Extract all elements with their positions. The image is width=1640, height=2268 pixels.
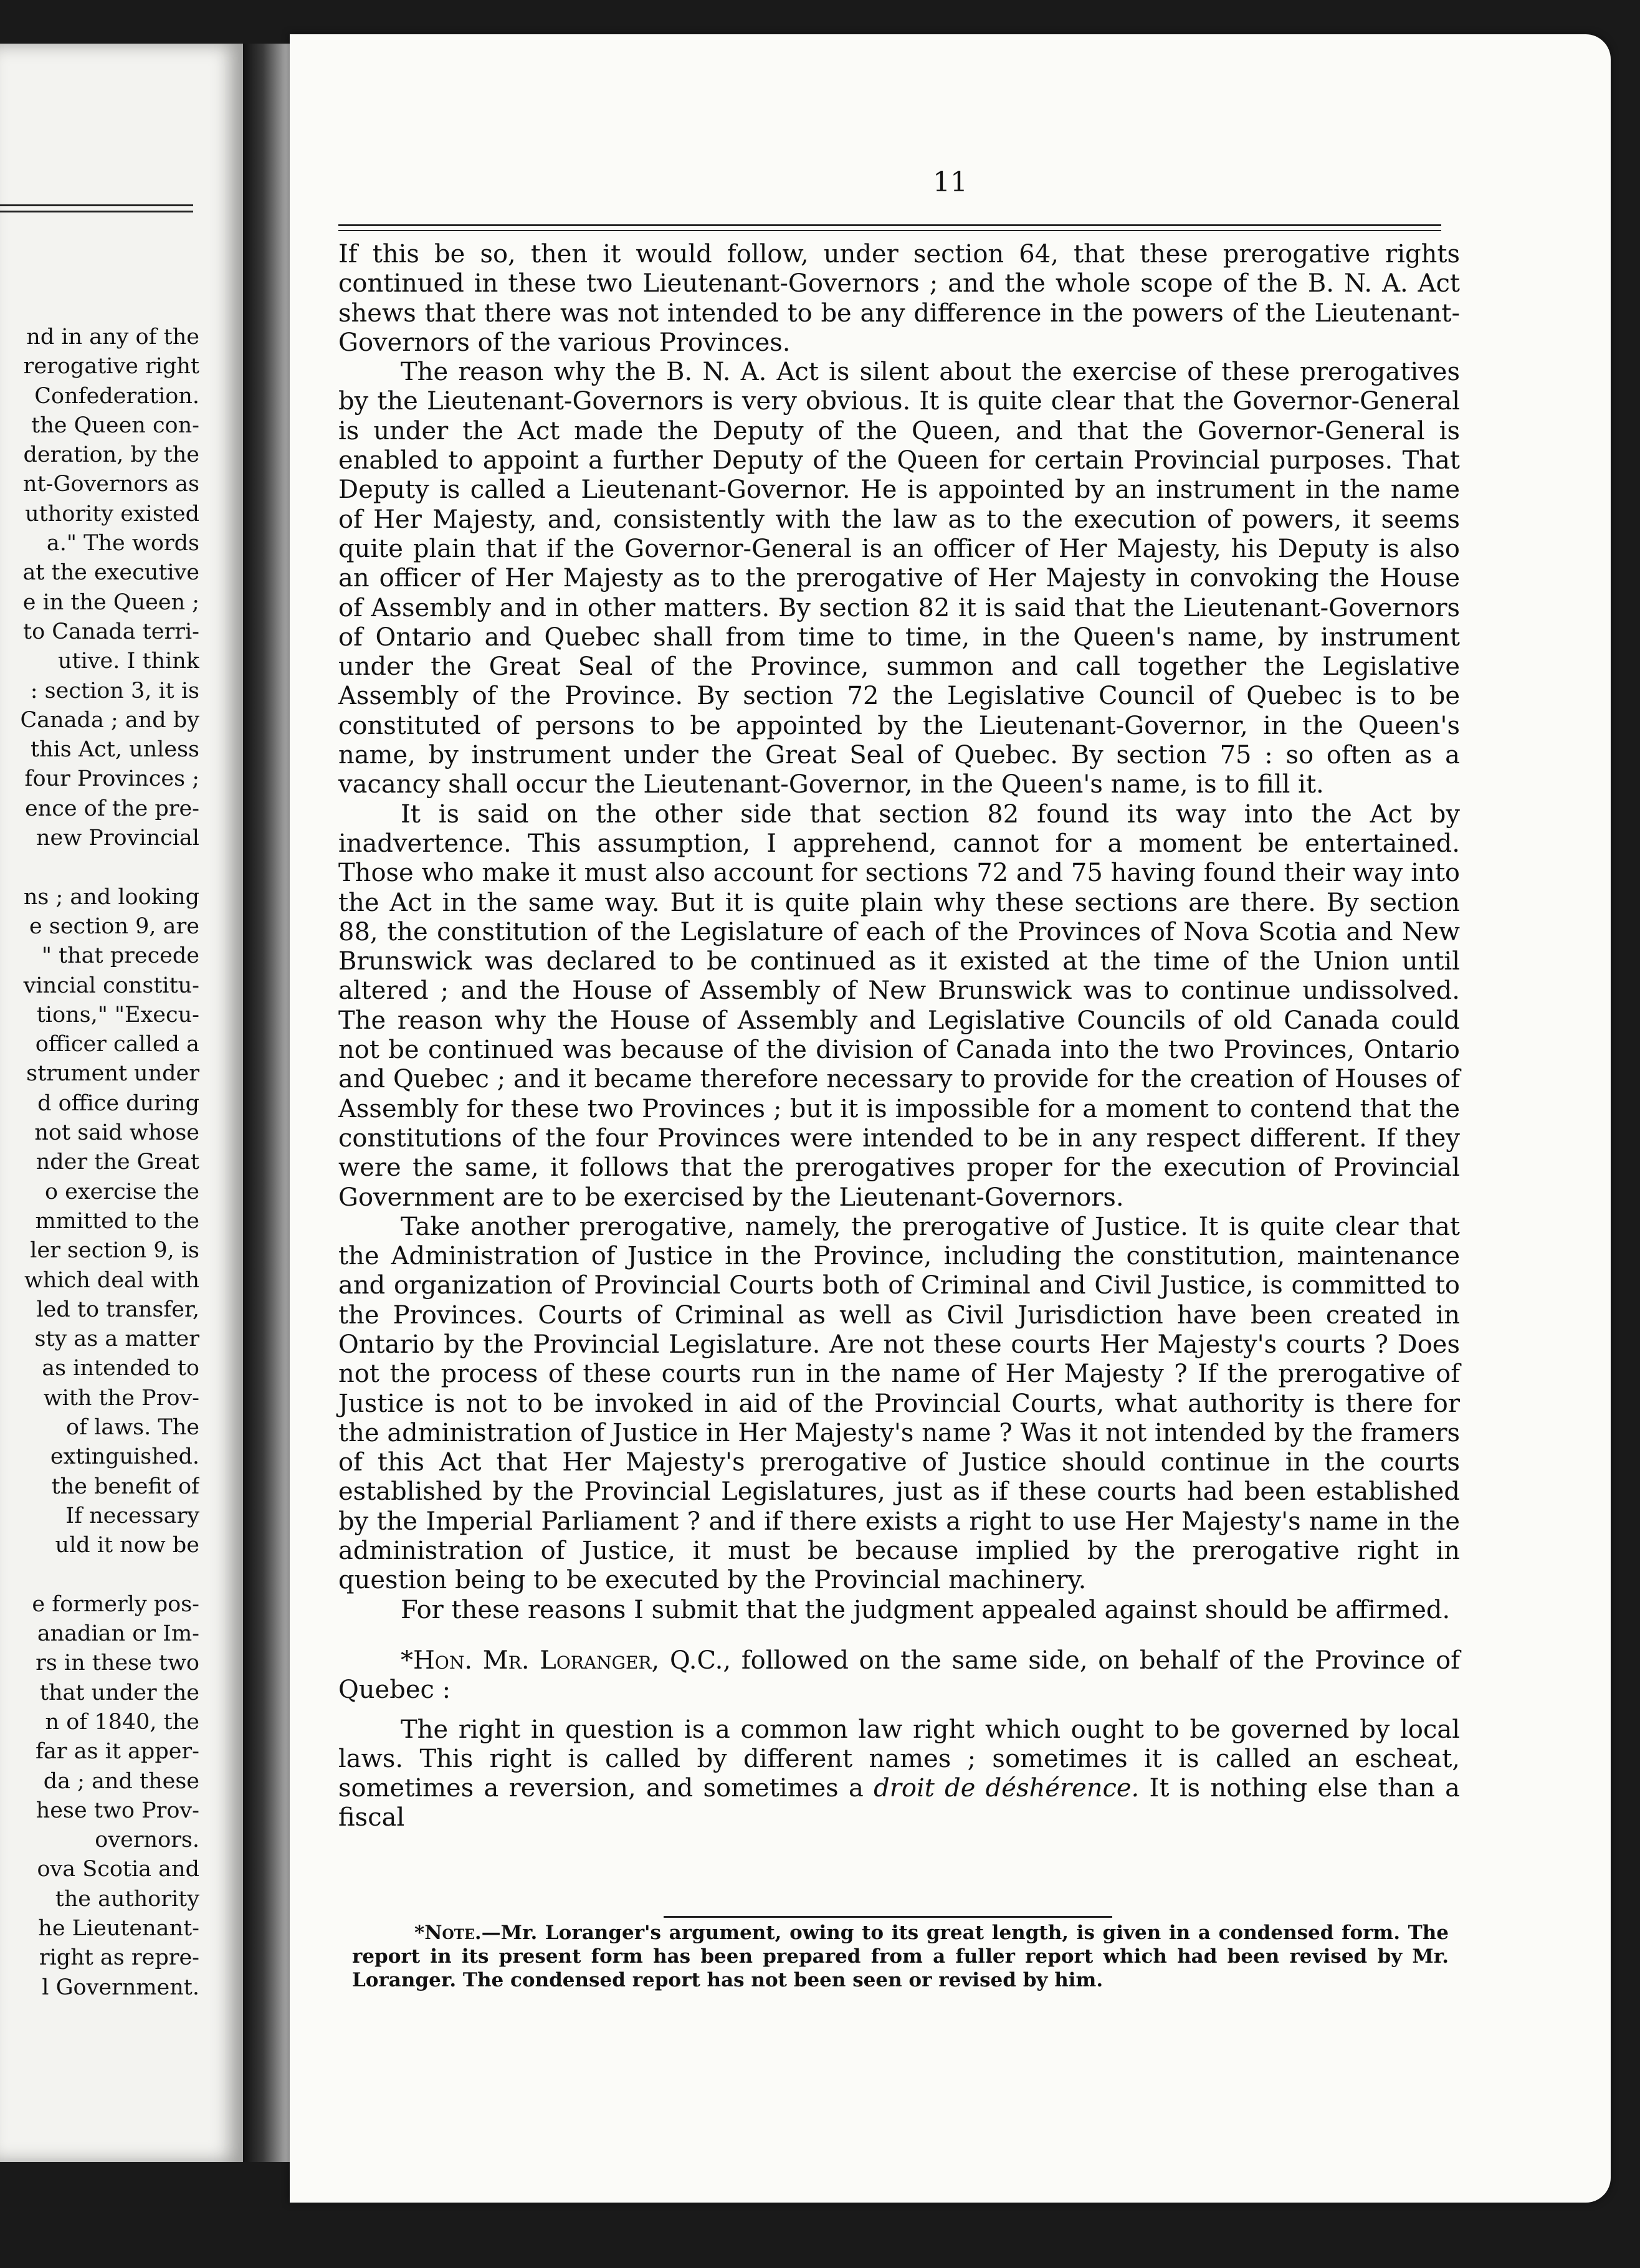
left-page-line: ence of the pre- — [25, 796, 199, 821]
speaker-name: Hon. Mr. Loranger — [413, 1646, 652, 1675]
left-page-line: rs in these two — [36, 1651, 199, 1676]
left-page-line: the Queen con- — [31, 412, 199, 438]
footnote-rule — [664, 1916, 1112, 1918]
previous-page — [0, 44, 243, 2162]
speaker-intro-rest: , Q.C., followed on the same side, on behalf of the Province of Quebec : — [338, 1646, 1460, 1705]
left-page-line: the benefit of — [51, 1474, 199, 1499]
left-page-line: If necessary — [65, 1503, 199, 1528]
final-paragraph-italic: droit de déshérence. — [874, 1774, 1140, 1803]
left-page-line: Canada ; and by — [20, 707, 199, 733]
left-page-line: with the Prov- — [43, 1385, 199, 1411]
final-paragraph-tail: It is nothing else than a fiscal — [338, 1774, 1461, 1832]
left-page-line — [0, 1560, 199, 1589]
left-page-text — [0, 323, 199, 2003]
left-page-line: e in the Queen ; — [22, 589, 199, 615]
left-page-line: e formerly pos- — [32, 1591, 199, 1617]
left-page-line — [0, 853, 199, 882]
paragraph-4: Take another prerogative, namely, the prerogative of Justice. It is quite clear that the Administration of Justice in the Province, including the constitution, maintenance and organization of Provincial Courts both of Criminal and Civil Justice, is committed to the Provinces. Courts of Criminal as well as Civil Jurisdiction have been created in Ontario by the Provincial Legislature. Are not these courts Her Majesty's courts ? Does not the process of these courts run in the name of Her Majesty ? If the prerogative of Justice is not to be invoked in aid of the Provincial Courts, what authority is there for the administration of Justice in Her Majesty's name ? Was it not intended by the framers of this Act that Her Majesty's prerogative of Justice should continue in the courts established by the Provincial Legislatures, just as if these courts had been established by the Imperial Parliament ? and if there exists a right to use Her Majesty's name in the administration of Justice, it must be because implied by the prerogative right in question being to be executed by the Provincial machinery. — [338, 1212, 1460, 1595]
left-page-line: rerogative right — [23, 354, 199, 379]
footnote-marker: * — [401, 1646, 413, 1675]
paragraph-5: For these reasons I submit that the judgment appealed against should be affirmed. — [401, 1595, 1451, 1624]
left-page-line: officer called a — [35, 1032, 199, 1057]
left-header-rule — [0, 204, 193, 206]
left-page-line: hese two Prov- — [36, 1798, 199, 1823]
left-page-line: overnors. — [95, 1827, 199, 1853]
left-page-line: utive. I think — [57, 649, 199, 674]
left-page-line: uthority existed — [25, 501, 199, 526]
left-page-line: d office during — [37, 1090, 199, 1116]
left-page-line: this Act, unless — [31, 737, 199, 763]
left-page-line: l Government. — [42, 1975, 199, 2000]
left-page-line: anadian or Im- — [37, 1621, 199, 1647]
left-page-line: da ; and these — [43, 1768, 199, 1794]
left-page-line: far as it apper- — [36, 1739, 199, 1765]
left-header-rule-2 — [0, 211, 193, 212]
left-page-line: strument under — [26, 1061, 199, 1087]
left-page-line: a." The words — [46, 531, 199, 556]
left-page-line: mmitted to the — [35, 1208, 199, 1234]
paragraph-2: The reason why the B. N. A. Act is silent about the exercise of these prerogatives by the Lieutenant-Governors is very obvious. It is quite clear that the Governor-General is under the Act made the Deputy of the Queen, and that the Governor-General is enabled to appoint a further Deputy of the Queen for certain Provincial purposes. That Deputy is called a Lieutenant-Governor. He is appointed by an instrument in the name of Her Majesty, and, consistently with the law as to the execution of powers, it seems quite plain that if the Governor-General is an officer of Her Majesty, his Deputy is also an officer of Her Majesty as to the prerogative of Her Majesty in convoking the House of Assembly and in other matters. By section 82 it is said that the Lieutenant-Governors of Ontario and Quebec shall from time to time, in the Queen's name, by instrument under the Great Seal of the Province, summon and call together the Legislative Assembly of the Province. By section 72 the Legislative Council of Quebec is to be constituted of persons to be appointed by the Lieutenant-Governor, in the Queen's name, by instrument under the Great Seal of Quebec. By section 75 : so often as a vacancy shall occur the Lieutenant-Governor, in the Queen's name, is to fill it. — [338, 358, 1460, 799]
left-page-line: n of 1840, the — [45, 1709, 199, 1735]
footnote-text: —Mr. Loranger's argument, owing to its great length, is given in a condensed form. The report in its present form has been prepared from a fuller report which had been revised by Mr. Loranger. The condensed report has not been seen or revised by him. — [352, 1922, 1449, 1991]
header-rule — [338, 224, 1441, 231]
main-page — [290, 34, 1611, 2203]
left-page-line: he Lieutenant- — [38, 1916, 199, 1942]
left-page-line: nt-Governors as — [23, 472, 199, 497]
left-page-line: o exercise the — [44, 1179, 199, 1204]
left-page-line: at the executive — [22, 560, 199, 586]
left-page-line: tions," "Execu- — [36, 1002, 199, 1027]
left-page-line: : section 3, it is — [30, 678, 199, 703]
left-page-line: that under the — [39, 1680, 199, 1705]
left-page-line: four Provinces ; — [24, 766, 199, 792]
left-page-line: Confederation. — [34, 383, 199, 409]
left-page-line: " that precede — [41, 943, 199, 969]
left-page-line: ova Scotia and — [37, 1857, 199, 1882]
left-page-line: sty as a matter — [34, 1327, 199, 1352]
page-number: 11 — [933, 166, 968, 198]
body-text — [338, 240, 1460, 1833]
left-page-line: right as repre- — [39, 1945, 199, 1971]
footnote — [352, 1921, 1449, 1992]
left-page-line: extinguished. — [50, 1444, 199, 1470]
left-page-line: to Canada terri- — [23, 619, 199, 644]
left-page-line: as intended to — [42, 1356, 199, 1381]
left-page-line: the authority — [55, 1886, 199, 1912]
paragraph-1: If this be so, then it would follow, under section 64, that these prerogative rights continued in these two Lieutenant-Governors ; and the whole scope of the B. N. A. Act shews that there was not intended to be any difference in the powers of the Lieutenant-Governors of the various Provinces. — [338, 240, 1460, 357]
left-page-line: ns ; and looking — [23, 884, 199, 910]
final-paragraph-text: The right in question is a common law right which ought to be governed by local laws. This right is called by different names ; sometimes it is called an escheat, sometimes a reversion, and sometimes a — [338, 1715, 1460, 1803]
left-page-line: which deal with — [24, 1267, 199, 1293]
paragraph-3: It is said on the other side that section 82 found its way into the Act by inadvertence. This assumption, I apprehend, cannot for a moment be entertained. Those who make it must also account for sections 72 and 75 having found their way into the Act in the same way. But it is quite plain why these sections are there. By section 88, the constitution of the Legislature of each of the Provinces of Nova Scotia and New Brunswick was declared to be continued as it existed at the time of the Union until altered ; and the House of Assembly of New Brunswick was to continue undissolved. The reason why the House of Assembly and Legislative Councils of old Canada could not be continued was because of the division of Canada into the two Provinces, Ontario and Quebec ; and it became therefore necessary to provide for the creation of Houses of Assembly for these two Provinces ; but it is impossible for a moment to contend that the constitutions of the four Provinces were intended to be in any respect different. If they were the same, it follows that the prerogatives proper for the execution of Provincial Government are to be exercised by the Lieutenant-Governors. — [338, 799, 1460, 1212]
left-page-line: uld it now be — [55, 1533, 199, 1558]
left-page-line: deration, by the — [23, 442, 199, 468]
book-gutter — [243, 44, 293, 2162]
left-page-line: e section 9, are — [29, 913, 199, 939]
left-page-line: vincial constitu- — [23, 973, 199, 998]
left-page-line: led to transfer, — [36, 1297, 199, 1322]
footnote-label: *Note. — [414, 1922, 482, 1944]
loranger-intro — [338, 1646, 1460, 1705]
left-page-line: ler section 9, is — [30, 1238, 199, 1264]
left-page-line: of laws. The — [66, 1414, 199, 1440]
left-page-line: nd in any of the — [26, 325, 199, 350]
left-page-line: not said whose — [34, 1120, 199, 1146]
left-page-line: new Provincial — [36, 826, 199, 851]
final-paragraph — [338, 1715, 1460, 1833]
left-page-line: nder the Great — [36, 1150, 199, 1175]
